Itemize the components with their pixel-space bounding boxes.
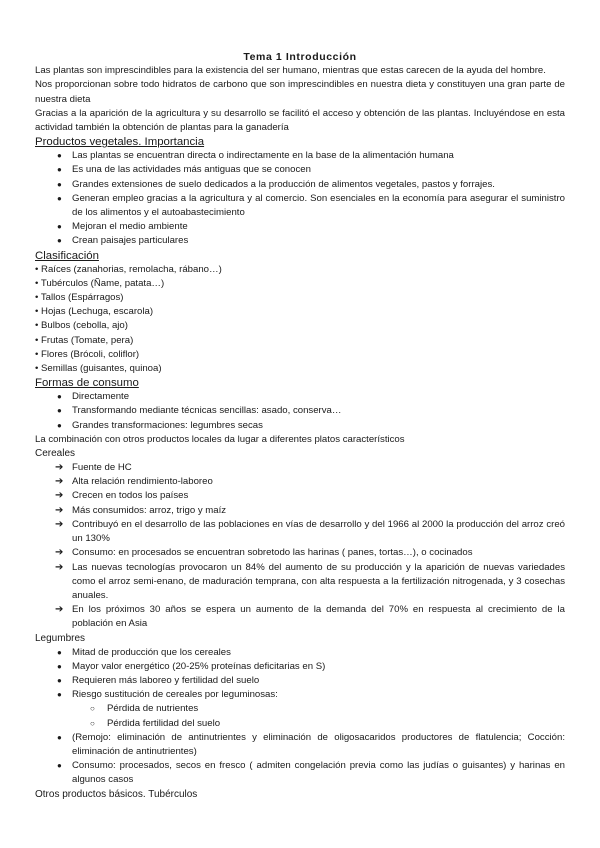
legumbres-heading: Legumbres: [35, 632, 86, 644]
list-item: • Tallos (Espárragos): [35, 292, 124, 304]
intro-paragraph-3: Gracias a la aparición de la agricultura y su desarrollo se facilitó el acceso y obtención de las plantas. Incluyéndose en esta actividad también la obtención de plantas para la ganadería: [35, 107, 565, 134]
list-item: ● Es una de las actividades más antiguas que se conocen: [35, 163, 565, 177]
list-item: ● Mayor valor energético (20-25% proteínas deficitarias en S): [35, 660, 565, 674]
cereales-list: [35, 461, 565, 631]
arrow-icon: ➔: [55, 504, 64, 516]
list-item: ● Transformando mediante técnicas sencillas: asado, conserva…: [35, 404, 565, 418]
bullet-icon: ●: [57, 732, 62, 742]
list-item: ➔ Consumo: en procesados se encuentran sobretodo las harinas ( panes, tortas…), o cocinados: [35, 546, 565, 560]
bullet-icon: ●: [57, 675, 62, 685]
list-item: ● Grandes extensiones de suelo dedicados a la producción de alimentos vegetales, pastos y forrajes.: [35, 178, 565, 192]
intro-paragraph-1: Las plantas son imprescindibles para la existencia del ser humano, mientras que estas carecen de la ayuda del hombre.: [35, 65, 546, 77]
productos-heading: Productos vegetales. Importancia: [35, 136, 205, 149]
arrow-icon: ➔: [55, 547, 64, 559]
list-item: ● Grandes transformaciones: legumbres secas: [35, 419, 565, 433]
footer-heading: Otros productos básicos. Tubérculos: [35, 788, 198, 800]
list-item: ● Mejoran el medio ambiente: [35, 220, 565, 234]
productos-list: [35, 149, 565, 248]
formas-heading: Formas de consumo: [35, 377, 139, 390]
list-item: • Semillas (guisantes, quinoa): [35, 363, 162, 375]
formas-note: La combinación con otros productos locales da lugar a diferentes platos característicos: [35, 433, 405, 445]
list-item: ● Directamente: [35, 390, 565, 404]
list-item: • Bulbos (cebolla, ajo): [35, 320, 128, 332]
circle-icon: ○: [90, 718, 95, 728]
list-item: • Tubérculos (Ñame, patata…): [35, 277, 165, 289]
bullet-icon: ●: [57, 236, 62, 246]
list-item: • Frutas (Tomate, pera): [35, 334, 134, 346]
bullet-icon: ●: [57, 392, 62, 402]
cereales-heading: Cereales: [35, 448, 76, 460]
list-item: ○ Pérdida de nutrientes: [35, 702, 565, 716]
bullet-icon: ●: [57, 222, 62, 232]
bullet-icon: ●: [57, 647, 62, 657]
bullet-icon: ●: [57, 193, 62, 203]
arrow-icon: ➔: [55, 462, 64, 474]
list-item: ● Mitad de producción que los cereales: [35, 646, 565, 660]
list-item: ● Las plantas se encuentran directa o indirectamente en la base de la alimentación humana: [35, 149, 565, 163]
list-item: ● Crean paisajes particulares: [35, 234, 565, 248]
clasificacion-list: [35, 263, 565, 377]
list-item: ● Riesgo sustitución de cereales por leguminosas:: [35, 688, 565, 702]
list-item: • Flores (Brócoli, coliflor): [35, 348, 140, 360]
legumbres-list: [35, 646, 565, 703]
bullet-icon: ●: [57, 151, 62, 161]
list-item: ➔ En los próximos 30 años se espera un aumento de la demanda del 70% en respuesta al crecimiento de la población en Asia: [55, 604, 565, 630]
list-item: • Hojas (Lechuga, escarola): [35, 306, 154, 318]
bullet-icon: ●: [57, 179, 62, 189]
arrow-icon: ➔: [55, 518, 64, 530]
bullet-icon: ●: [57, 165, 62, 175]
arrow-icon: ➔: [55, 604, 64, 616]
list-item: ➔ Más consumidos: arroz, trigo y maíz: [35, 504, 565, 518]
list-item: ➔ Crecen en todos los países: [35, 489, 565, 503]
page-title: Tema 1 Introducción: [243, 51, 357, 63]
bullet-icon: ●: [57, 406, 62, 416]
list-item: ● Requieren más laboreo y fertilidad del suelo: [35, 674, 565, 688]
legumbres-list-2: [35, 731, 565, 788]
bullet-icon: ●: [57, 661, 62, 671]
list-item: ○ Pérdida fertilidad del suelo: [35, 717, 565, 731]
list-item: ● (Remojo: eliminación de antinutrientes y eliminación de oligosacaridos productores de flatulencia; Cocción: eliminación de antinutrientes): [57, 731, 565, 757]
formas-list: [35, 390, 565, 433]
bullet-icon: ●: [57, 761, 62, 771]
list-item: ➔ Contribuyó en el desarrollo de las poblaciones en vías de desarrollo y del 1966 al 2000 la producción del arroz creó un 130%: [55, 518, 565, 545]
bullet-icon: ●: [57, 690, 62, 700]
clasificacion-heading: Clasificación: [35, 249, 99, 262]
list-item: ➔ Alta relación rendimiento-laboreo: [35, 475, 565, 489]
list-item: ➔ Fuente de HC: [35, 461, 565, 475]
circle-icon: ○: [90, 704, 95, 714]
list-item: ● Generan empleo gracias a la agricultura y al comercio. Son esenciales en la economía para asegurar el suministro de los alimentos y el autoabastecimiento: [57, 192, 565, 219]
list-item: ➔ Las nuevas tecnologías provocaron un 84% del aumento de su producción y la aparición de nuevas variedades como el arroz semi-enano, de maduración temprana, con alta respuesta a la fertilización nitrogenada, y 3 cosechas anuales.: [55, 561, 565, 601]
arrow-icon: ➔: [55, 561, 64, 573]
list-item: • Raíces (zanahorias, remolacha, rábano…): [35, 263, 222, 275]
list-item: ● Consumo: procesados, secos en fresco ( admiten congelación previa como las judías o guisantes) y harinas en algunos casos: [57, 760, 565, 786]
arrow-icon: ➔: [55, 490, 64, 502]
arrow-icon: ➔: [55, 476, 64, 488]
legumbres-sublist: [35, 702, 565, 730]
bullet-icon: ●: [57, 420, 62, 430]
intro-paragraph-2: Nos proporcionan sobre todo hidratos de carbono que son imprescindibles en nuestra dieta y constituyen una gran parte de nuestra dieta: [35, 79, 565, 105]
